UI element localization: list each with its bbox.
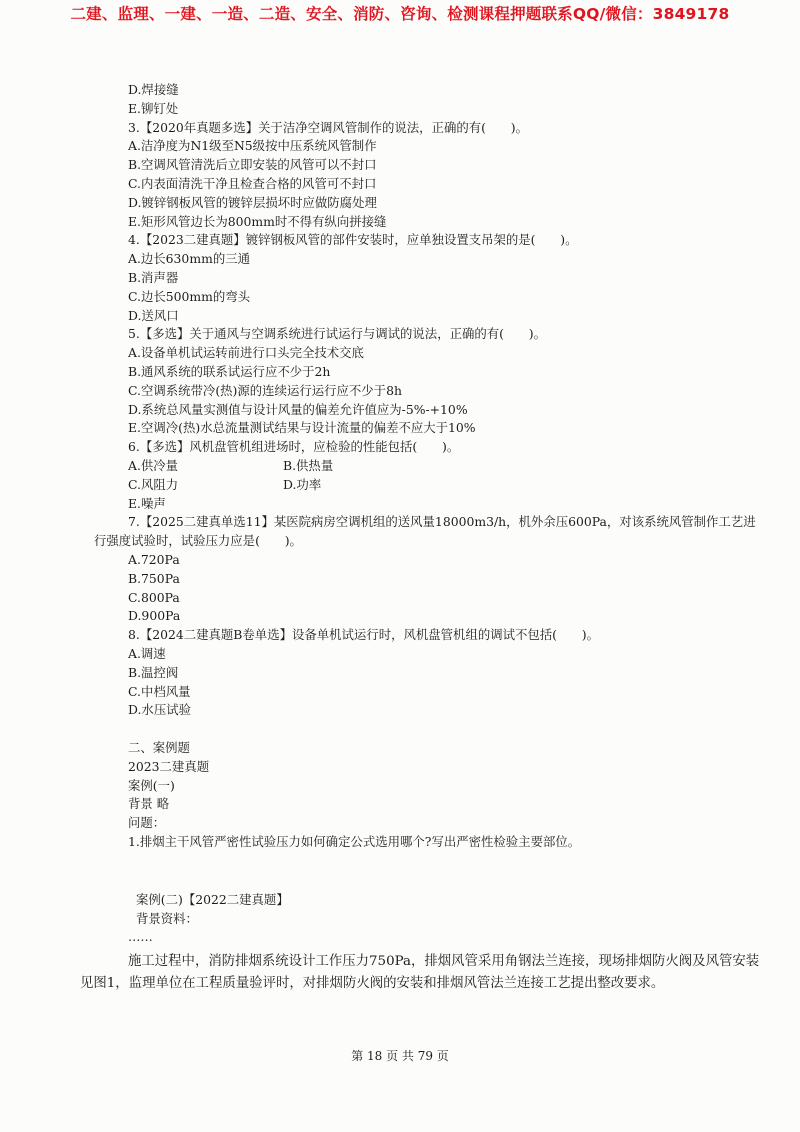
question-8: 8.【2024二建真题B卷单选】设备单机试运行时，风机盘管机组的调试不包括( )。: [128, 627, 600, 643]
option-line: C.800Pa: [128, 589, 180, 605]
top-banner: 二建、监理、一建、一造、二造、安全、消防、咨询、检测课程押题联系QQ/微信：3849178: [70, 5, 730, 23]
option-line: A.720Pa: [128, 551, 180, 567]
option-row: [128, 476, 758, 495]
option-line: C.边长500mm的弯头: [128, 288, 251, 304]
option-line: A.边长630mm的三通: [128, 251, 250, 267]
option-line: A.设备单机试运转前进行口头完全技术交底: [128, 345, 364, 361]
case-question: 1.排烟主干风管严密性试验压力如何确定公式选用哪个?写出严密性检验主要部位。: [128, 834, 581, 850]
ellipsis: ……: [128, 929, 153, 945]
option-line: E.矩形风管边长为800mm时不得有纵向拼接缝: [128, 213, 387, 229]
option-line: D.系统总风量实测值与设计风量的偏差允许值应为-5%-+10%: [128, 401, 468, 417]
option-line: B.750Pa: [128, 570, 180, 586]
option-line: C.内表面清洗干净且检查合格的风管可不封口: [128, 175, 377, 191]
page-footer: 第 18 页 共 79 页: [351, 1049, 449, 1063]
case-title: 案例(一): [128, 777, 175, 793]
option-line: B.空调风管清洗后立即安装的风管可以不封口: [128, 157, 377, 173]
case-paragraph: 施工过程中，消防排烟系统设计工作压力750Pa，排烟风管采用角钢法兰连接，现场排烟防火阀及风管安装见图1，监理单位在工程质量验评时，对排烟防火阀的安装和排烟风管法兰连接工艺提出整改要求。: [80, 954, 760, 992]
option-line: D.焊接缝: [128, 82, 179, 97]
option-line: B.温控阀: [128, 664, 179, 680]
option-line: B.供热量: [283, 457, 334, 473]
option-line: A.调速: [128, 645, 166, 661]
question-6: 6.【多选】风机盘管机组进场时，应检验的性能包括( )。: [128, 439, 460, 455]
option-line: D.900Pa: [128, 608, 181, 624]
question-4: 4.【2023二建真题】镀锌钢板风管的部件安装时，应单独设置支吊架的是( )。: [128, 232, 578, 248]
option-line: C.空调系统带冷(热)源的连续运行运行应不少于8h: [128, 382, 402, 398]
option-line: E.噪声: [128, 495, 166, 511]
case-background: 背景 略: [128, 796, 170, 812]
option-row: [128, 457, 758, 476]
question-3: 3.【2020年真题多选】关于洁净空调风管制作的说法，正确的有( )。: [128, 119, 528, 135]
option-line: E.铆钉处: [128, 100, 179, 116]
case-question-label: 问题：: [128, 815, 166, 831]
question-7: 7.【2025二建真单选11】某医院病房空调机组的送风量18000m3/h，机外余压600Pa，对该系统风管制作工艺进行强度试验时，试验压力应是( )。: [94, 514, 756, 549]
case-title: 案例(二)【2022二建真题】: [136, 891, 289, 907]
document-body: [80, 81, 760, 995]
option-line: C.中档风量: [128, 683, 191, 699]
case-background: 背景资料：: [136, 910, 198, 926]
option-line: B.消声器: [128, 269, 179, 285]
option-line: D.水压试验: [128, 702, 191, 718]
option-line: B.通风系统的联系试运行应不少于2h: [128, 363, 331, 379]
option-line: C.风阻力: [128, 476, 179, 492]
question-5: 5.【多选】关于通风与空调系统进行试运行与调试的说法，正确的有( )。: [128, 326, 546, 342]
option-line: A.洁净度为N1级至N5级按中压系统风管制作: [128, 138, 377, 154]
section-heading: 二、案例题: [128, 740, 190, 756]
option-line: A.供冷量: [128, 457, 179, 473]
option-line: D.送风口: [128, 307, 179, 323]
subheading: 2023二建真题: [128, 758, 210, 774]
option-line: D.镀锌钢板风管的镀锌层损坏时应做防腐处理: [128, 194, 377, 210]
option-line: E.空调冷(热)水总流量测试结果与设计流量的偏差不应大于10%: [128, 420, 476, 436]
option-line: D.功率: [283, 476, 322, 492]
